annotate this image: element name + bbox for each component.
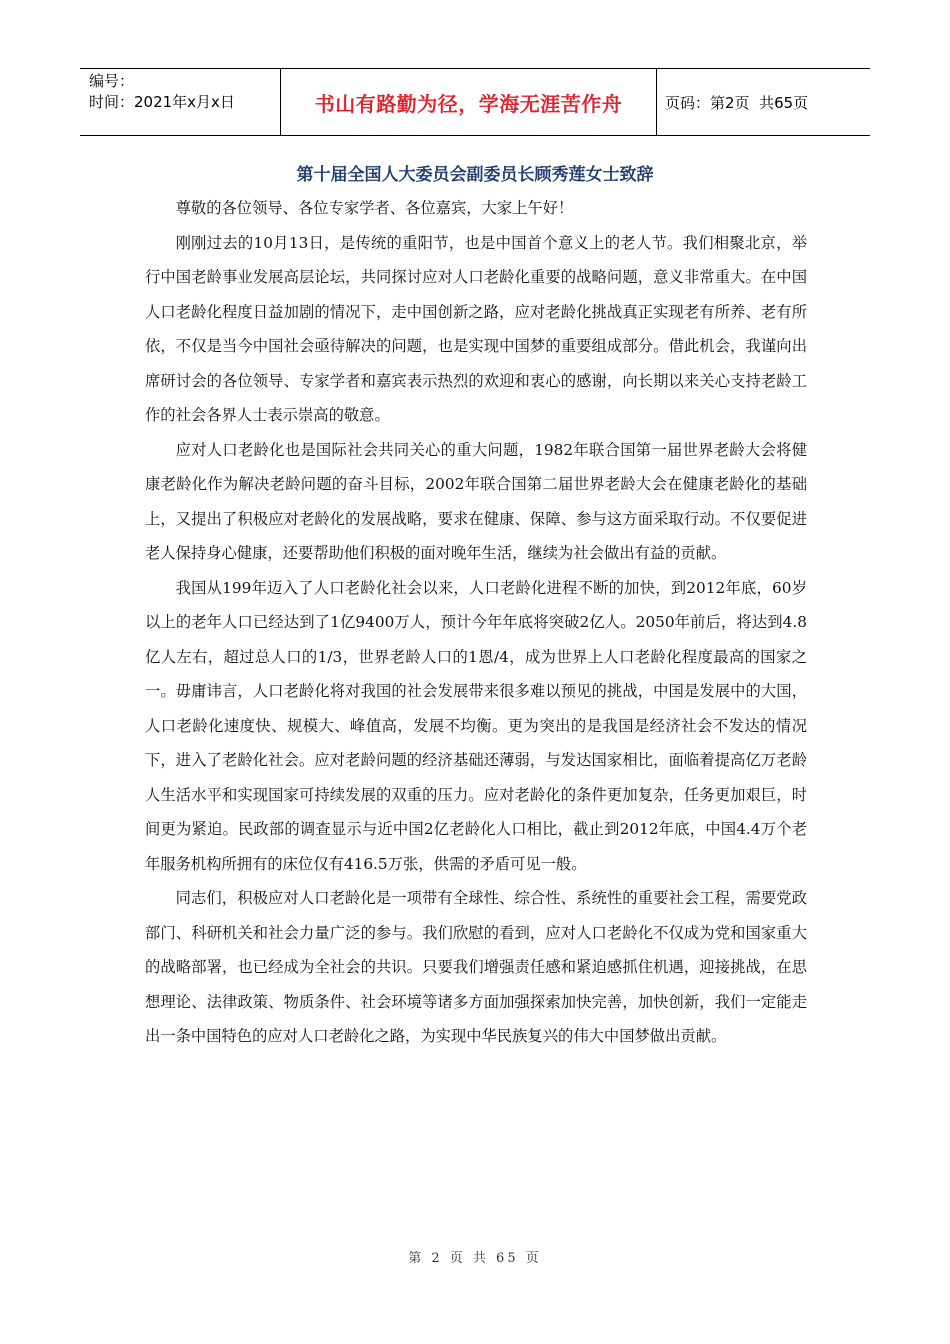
paragraph: 应对人口老龄化也是国际社会共同关心的重大问题，1982年联合国第一届世界老龄大会将健康老龄化作为解决老龄问题的奋斗目标，2002年联合国第二届世界老龄大会在健康老龄化的基础上，又提出了积极应对老龄化的发展战略，要求在健康、保障、参与这方面采取行动。不仅要促进老人保持身心健康，还要帮助他们积极的面对晚年生活，继续为社会做出有益的贡献。 bbox=[145, 440, 807, 562]
page-info-text: 页码：第2页 共65页 bbox=[665, 93, 809, 112]
header-motto: 书山有路勤为径，学海无涯苦作舟 bbox=[281, 69, 657, 135]
paragraph: 刚刚过去的10月13日，是传统的重阳节，也是中国首个意义上的老人节。我们相聚北京，举行中国老龄事业发展高层论坛，共同探讨应对人口老龄化重要的战略问题，意义非常重大。在中国人口老龄化程度日益加剧的情况下，走中国创新之路，应对老龄化挑战真正实现老有所养、老有所依，不仅是当今中国社会亟待解决的问题，也是实现中国梦的重要组成部分。借此机会，我谨向出席研讨会的各位领导、专家学者和嘉宾表示热烈的欢迎和衷心的感谢，向长期以来关心支持老龄工作的社会各界人士表示崇高的敬意。 bbox=[145, 233, 807, 424]
page-footer: 第 2 页 共 65 页 bbox=[408, 1251, 542, 1266]
document-date-label: 时间：2021年x月x日 bbox=[89, 93, 235, 111]
header-page-info bbox=[657, 69, 870, 135]
paragraph: 尊敬的各位领导、各位专家学者、各位嘉宾，大家上午好！ bbox=[175, 199, 574, 217]
document-number-label: 编号： bbox=[89, 72, 135, 90]
paragraph: 我国从199年迈入了人口老龄化社会以来，人口老龄化进程不断的加快，到2012年底，60岁以上的老年人口已经达到了1亿9400万人，预计今年年底将突破2亿人。2050年前后，将达到4.8亿人左右，超过总人口的1/3，世界老龄人口的1恩/4，成为世界上人口老龄化程度最高的国家之一。毋庸讳言，人口老龄化将对我国的社会发展带来很多难以预见的挑战，中国是发展中的大国，人口老龄化速度快、规模大、峰值高，发展不均衡。更为突出的是我国是经济社会不发达的情况下，进入了老龄化社会。应对老龄问题的经济基础还薄弱，与发达国家相比，面临着提高亿万老龄人生活水平和实现国家可持续发展的双重的压力。应对老龄化的条件更加复杂，任务更加艰巨，时间更为紧迫。民政部的调查显示与近中国2亿老龄化人口相比，截止到2012年底，中国4.4万个老年服务机构所拥有的床位仅有416.5万张，供需的矛盾可见一般。 bbox=[145, 578, 807, 873]
document-header bbox=[80, 68, 870, 136]
paragraph: 同志们，积极应对人口老龄化是一项带有全球性、综合性、系统性的重要社会工程，需要党政部门、科研机关和社会力量广泛的参与。我们欣慰的看到，应对人口老龄化不仅成为党和国家重大的战略部署，也已经成为全社会的共识。只要我们增强责任感和紧迫感抓住机遇，迎接挑战，在思想理论、法律政策、物质条件、社会环境等诸多方面加强探索加快完善，加快创新，我们一定能走出一条中国特色的应对人口老龄化之路，为实现中华民族复兴的伟大中国梦做出贡献。 bbox=[145, 889, 807, 1045]
document-title: 第十届全国人大委员会副委员长顾秀莲女士致辞 bbox=[296, 165, 654, 185]
document-body bbox=[145, 191, 807, 1054]
header-meta bbox=[80, 69, 281, 135]
